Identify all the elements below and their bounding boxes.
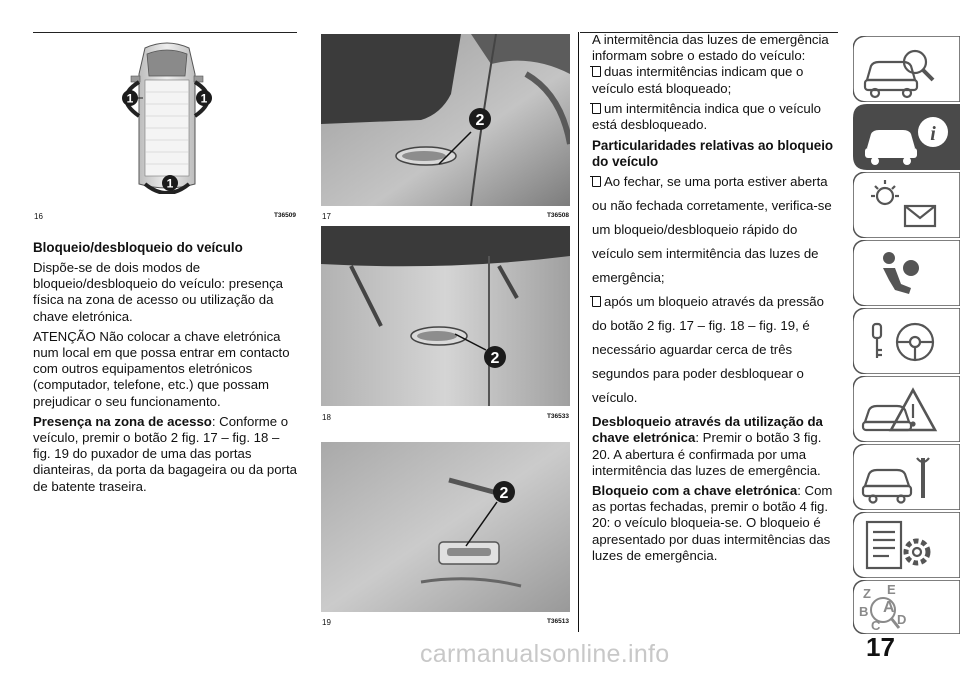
figure-18-sliding-door-handle	[321, 226, 570, 406]
figure-19-number: 19	[322, 618, 331, 627]
paragraph-modes: Dispõe-se de dois modos de bloqueio/desbloqueio do veículo: presença física na zona de acesso ou utilização da chave eletrónica.	[33, 260, 284, 324]
access-zone-text: : Conforme o veículo, premir o botão 2 fig. 17 – fig. 18 – fig. 19 do puxador de uma das portas dianteiras, da porta da bagageira ou da porta de batente traseira.	[33, 413, 297, 494]
figure-19-code: T36513	[546, 618, 569, 625]
sidebar-tab-car-info[interactable]	[853, 104, 960, 170]
svg-text:D: D	[897, 612, 907, 627]
svg-text:E: E	[887, 582, 896, 597]
bullet-marker-icon	[592, 103, 601, 114]
page-number: 17	[866, 632, 895, 662]
column-3-text	[592, 32, 842, 568]
access-zone-label: Presença na zona de acesso	[33, 413, 212, 429]
figure-16-vehicle-top-view	[33, 34, 297, 194]
heading-lock-unlock: Bloqueio/desbloqueio do veículo	[33, 240, 243, 255]
bullet-wait-three-seconds: após um bloqueio através da pressão do botão 2 fig. 17 – fig. 18 – fig. 19, é necessário aguardar cerca de três segundos para poder desbloquear o veículo.	[592, 294, 824, 406]
sidebar-tab-index-search[interactable]	[853, 580, 960, 634]
lock-key-text: : Com as portas fechadas, premir o botão 4 fig. 20: o veículo bloqueia-se. O bloqueio é apresentado por duas intermitências das luzes de emergência.	[592, 483, 833, 563]
figure-16-code: T36509	[273, 212, 296, 219]
sidebar-tab-key-steering[interactable]	[853, 308, 960, 374]
bullet-door-open: Ao fechar, se uma porta estiver aberta ou não fechada corretamente, verifica-se um bloqueio/desbloqueio rápido do veículo sem intermitência das luzes de emergência;	[592, 174, 832, 286]
bullet-marker-icon	[592, 296, 601, 307]
bullet-unlocked: um intermitência indica que o veículo está desbloqueado.	[592, 100, 821, 133]
figure-16-number: 16	[34, 212, 43, 221]
callout-1-left: 1	[126, 91, 134, 106]
unlock-key-text: : Premir o botão 3 fig. 20. A abertura é confirmada por uma intermitência das luzes de emergência.	[592, 430, 822, 478]
figure-17-front-door-handle	[321, 34, 570, 206]
bullet-marker-icon	[592, 176, 601, 187]
paragraph-access-zone	[33, 414, 299, 495]
sidebar-tab-airbag-seat[interactable]	[853, 240, 960, 306]
svg-text:i: i	[930, 123, 936, 145]
svg-text:Z: Z	[863, 586, 871, 601]
figure-18-number: 18	[322, 413, 331, 422]
paragraph-lock-key	[592, 483, 842, 564]
paragraph-attention: ATENÇÃO Não colocar a chave eletrónica num local em que possa entrar em contacto com outros equipamentos eletrónicos (computador, telefone, etc.) que possam prejudicar o seu funcionamento.	[33, 328, 290, 409]
figure-18-code: T36533	[546, 413, 569, 420]
sidebar-tab-warning-lights[interactable]	[853, 172, 960, 238]
paragraph-hazard-intro: A intermitência das luzes de emergência informam sobre o estado do veículo:	[592, 32, 829, 64]
callout-1-rear: 1	[166, 176, 174, 191]
unlock-key-label: Desbloqueio através da utilização da chave eletrónica	[592, 414, 823, 446]
figure-19-rear-door-handle	[321, 442, 570, 612]
paragraph-unlock-key	[592, 414, 842, 479]
callout-2-fig18: 2	[490, 350, 500, 367]
figure-17-code: T36508	[546, 212, 569, 219]
sidebar-tab-specs-gear[interactable]	[853, 512, 960, 578]
svg-text:C: C	[871, 618, 881, 633]
callout-2-fig17: 2	[475, 112, 485, 129]
sidebar-tab-car-tools[interactable]	[853, 444, 960, 510]
column-divider	[578, 32, 579, 632]
callout-1-right: 1	[200, 91, 208, 106]
watermark: carmanualsonline.info	[420, 640, 670, 668]
column-1-text	[33, 240, 299, 499]
bullet-locked: duas intermitências indicam que o veículo está bloqueado;	[592, 64, 804, 96]
sidebar-tab-car-search[interactable]	[853, 36, 960, 102]
svg-text:A: A	[883, 599, 895, 616]
lock-key-label: Bloqueio com a chave eletrónica	[592, 483, 798, 499]
svg-text:B: B	[859, 604, 869, 619]
top-rule-left	[33, 32, 297, 33]
bullet-marker-icon	[592, 66, 601, 77]
callout-2-fig19: 2	[499, 485, 509, 502]
sidebar-tab-accident[interactable]	[853, 376, 960, 442]
heading-lock-particularities: Particularidades relativas ao bloqueio do veículo	[592, 138, 834, 170]
figure-17-number: 17	[322, 212, 331, 221]
